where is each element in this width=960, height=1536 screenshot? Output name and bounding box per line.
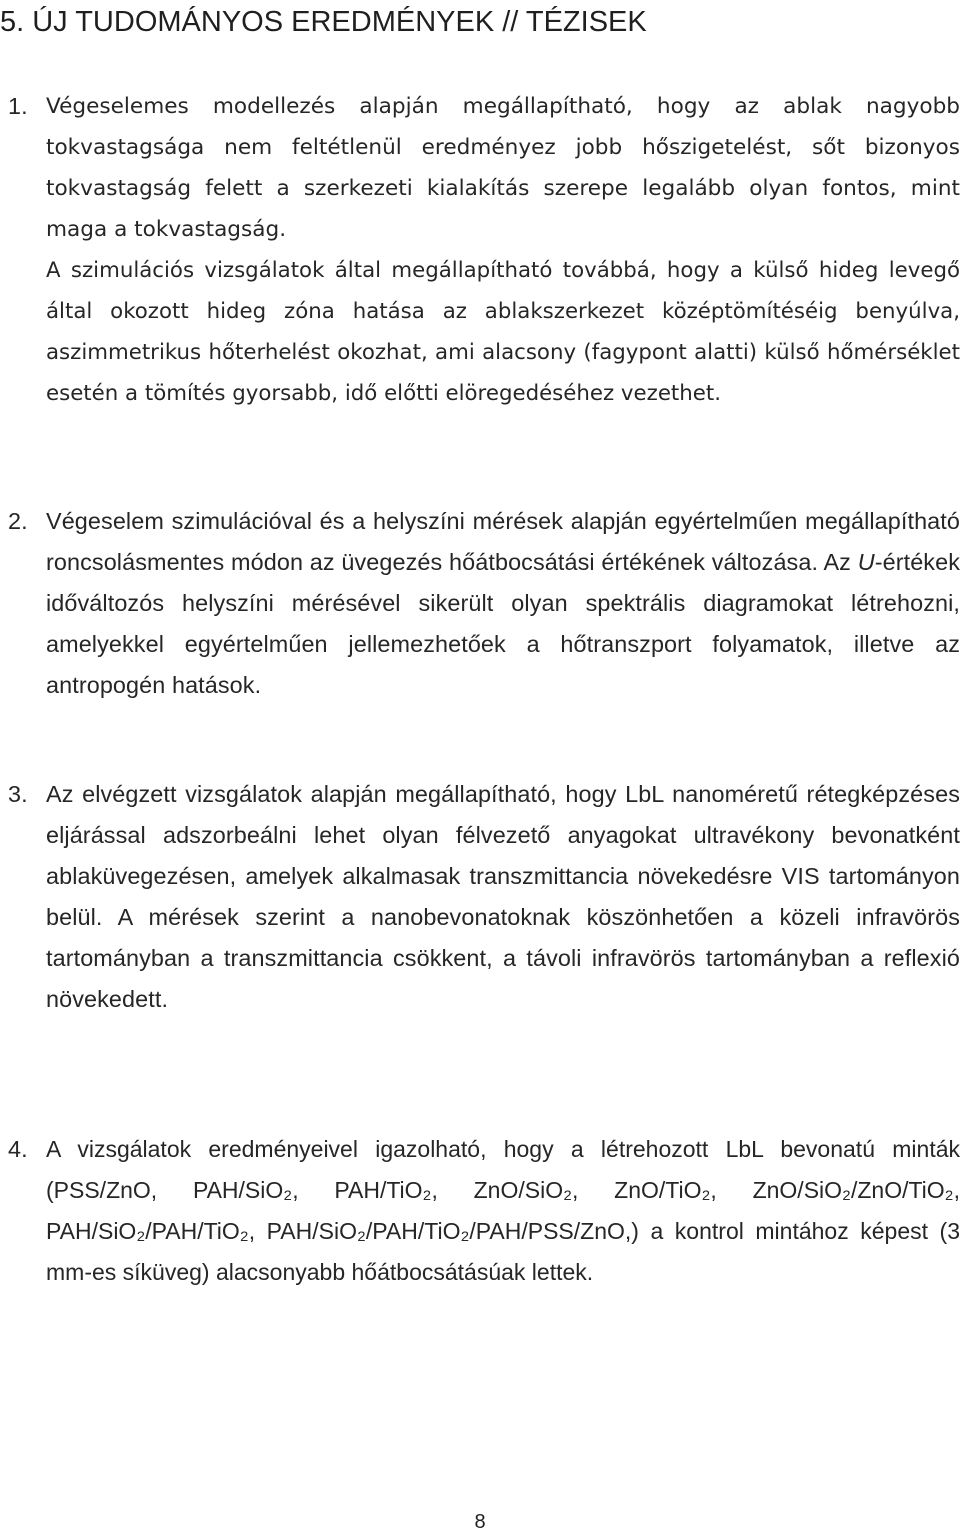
thesis-text-part: Végeselem szimulációval és a helyszíni mérések alapján egyértelműen megállapítható roncsolásmentes módon az üvegezés hőátbocsátási értékének változása. Az: [46, 508, 960, 575]
u-value-symbol: U: [857, 549, 875, 575]
thesis-paragraph: A vizsgálatok eredményeivel igazolható, hogy a létrehozott LbL bevonatú minták (PSS/ZnO, PAH/SiO₂, PAH/TiO₂, ZnO/SiO₂, ZnO/TiO₂, ZnO/SiO₂/ZnO/TiO₂, PAH/SiO₂/PAH/TiO₂, PAH/SiO₂/PAH/TiO₂/PAH/PSS/ZnO,) a kontrol mintához képest (3 mm-es síküveg) alacsonyabb hőátbocsátásúak lettek.: [46, 1136, 960, 1285]
thesis-item-3: [8, 774, 960, 1020]
thesis-item-1: [8, 86, 960, 414]
thesis-paragraph: A szimulációs vizsgálatok által megállapítható továbbá, hogy a külső hideg levegő által okozott hideg zóna hatása az ablakszerkezet középtömítéséig benyúlva, aszimmetrikus hőterhelést okozhat, ami alacsony (fagypont alatti) külső hőmérséklet esetén a tömítés gyorsabb, idő előtti elöregedéséhez vezethet.: [46, 258, 960, 406]
thesis-paragraph: Végeselemes modellezés alapján megállapítható, hogy az ablak nagyobb tokvastagsága nem feltétlenül eredményez jobb hőszigetelést, sőt bizonyos tokvastagság felett a szerkezeti kialakítás szerepe legalább olyan fontos, mint maga a tokvastagság.: [46, 94, 960, 242]
thesis-number: 2.: [8, 508, 28, 534]
thesis-number: 1.: [8, 93, 28, 119]
thesis-number: 3.: [8, 781, 28, 807]
thesis-number: 4.: [8, 1136, 28, 1162]
page-number: 8: [474, 1511, 486, 1533]
thesis-item-4: [8, 1129, 960, 1293]
section-heading: 5. ÚJ TUDOMÁNYOS EREDMÉNYEK // TÉZISEK: [0, 6, 647, 38]
thesis-text-part: -értékek időváltozós helyszíni mérésével sikerült olyan spektrális diagramokat létrehozni, amelyekkel egyértelműen jellemezhetőek a hőtranszport folyamatok, illetve az antropogén hatások.: [46, 549, 960, 698]
thesis-paragraph: Az elvégzett vizsgálatok alapján megállapítható, hogy LbL nanoméretű rétegképzéses eljárással adszorbeálni lehet olyan félvezető anyagokat ultravékony bevonatként ablaküvegezésen, amelyek alkalmasak transzmittancia növekedésre VIS tartományon belül. A mérések szerint a nanobevonatoknak köszönhetően a közeli infravörös tartományban a transzmittancia csökkent, a távoli infravörös tartományban a reflexió növekedett.: [46, 781, 960, 1012]
thesis-item-2: [8, 501, 960, 706]
thesis-paragraph: [46, 501, 960, 706]
